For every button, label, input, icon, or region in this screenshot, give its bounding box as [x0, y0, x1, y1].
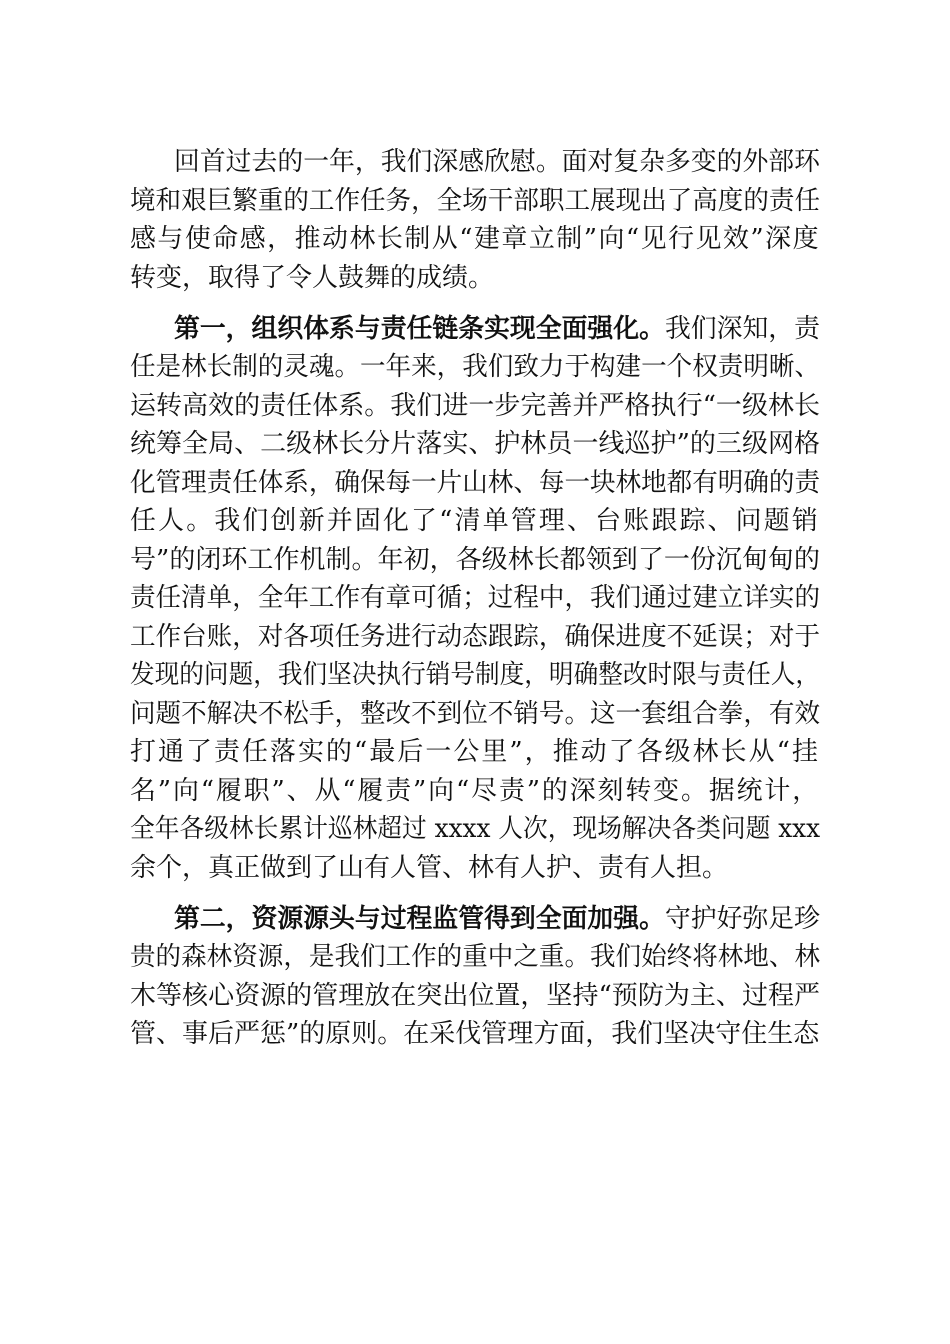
line-text: 化管理责任体系，确保每一片山林、每一块林地都有明确的责	[130, 468, 821, 498]
line-text: 任人。我们创新并固化了“清单管理、台账跟踪、问题销	[130, 506, 820, 536]
text-line	[174, 904, 820, 934]
text-line	[130, 545, 820, 575]
text-line	[130, 468, 820, 498]
text-line	[130, 737, 820, 767]
text-line	[130, 429, 820, 459]
line-text: 我们深知，责	[664, 314, 821, 344]
line-text: 打通了责任落实的“最后一公里”，推动了各级林长从“挂	[130, 737, 820, 767]
line-text: 问题不解决不松手，整改不到位不销号。这一套组合拳，有效	[130, 699, 821, 729]
text-line	[130, 942, 820, 972]
text-line	[130, 1019, 819, 1049]
text-line	[130, 506, 820, 536]
line-text: 守护好弥足珍	[664, 904, 821, 934]
line-text: 余个，真正做到了山有人管、林有人护、责有人担。	[130, 853, 729, 883]
line-text: 工作台账，对各项任务进行动态跟踪，确保进度不延误；对于	[130, 622, 821, 652]
line-text: 回首过去的一年，我们深感欣慰。面对复杂多变的外部环	[174, 147, 820, 177]
text-line	[130, 699, 820, 729]
text-line	[130, 660, 820, 690]
line-text: 发现的问题，我们坚决执行销号制度，明确整改时限与责任人，	[130, 660, 821, 690]
line-text: 名”向“履职”、从“履责”向“尽责”的深刻转变。据统计，	[130, 776, 821, 806]
line-text: 责任清单，全年工作有章可循；过程中，我们通过建立详实的	[130, 583, 821, 613]
paragraph-lead: 第一，组织体系与责任链条实现全面强化。	[174, 314, 665, 344]
line-text: 运转高效的责任体系。我们进一步完善并严格执行“一级林长	[130, 391, 821, 421]
text-line	[174, 314, 820, 344]
text-line	[130, 776, 820, 806]
text-line	[130, 814, 820, 844]
line-text: 感与使命感，推动林长制从“建章立制”向“见行见效”深度	[130, 224, 821, 254]
text-line	[130, 583, 820, 613]
line-text: 境和艰巨繁重的工作任务，全场干部职工展现出了高度的责任	[130, 186, 821, 216]
line-text: 木等核心资源的管理放在突出位置，坚持“预防为主、过程严	[130, 981, 821, 1011]
text-line	[130, 263, 494, 293]
text-line	[130, 853, 728, 883]
line-text: 统筹全局、二级林长分片落实、护林员一线巡护”的三级网格	[130, 429, 821, 459]
text-line	[130, 622, 820, 652]
line-text: 贵的森林资源，是我们工作的重中之重。我们始终将林地、林	[130, 942, 821, 972]
text-line	[130, 981, 820, 1011]
line-text: 管、事后严惩”的原则。在采伐管理方面，我们坚决守住生态	[130, 1019, 820, 1049]
line-text: 任是林长制的灵魂。一年来，我们致力于构建一个权责明晰、	[130, 352, 821, 382]
paragraph-lead: 第二，资源源头与过程监管得到全面加强。	[174, 904, 665, 934]
line-text: 转变，取得了令人鼓舞的成绩。	[130, 263, 495, 293]
text-line	[130, 186, 820, 216]
text-line	[130, 224, 820, 254]
line-text: 全年各级林长累计巡林超过 xxxx 人次，现场解决各类问题 xxx	[130, 814, 821, 844]
text-line	[130, 391, 820, 421]
text-line	[174, 147, 820, 177]
text-line	[130, 352, 820, 382]
line-text: 号”的闭环工作机制。年初，各级林长都领到了一份沉甸甸的	[130, 545, 821, 575]
